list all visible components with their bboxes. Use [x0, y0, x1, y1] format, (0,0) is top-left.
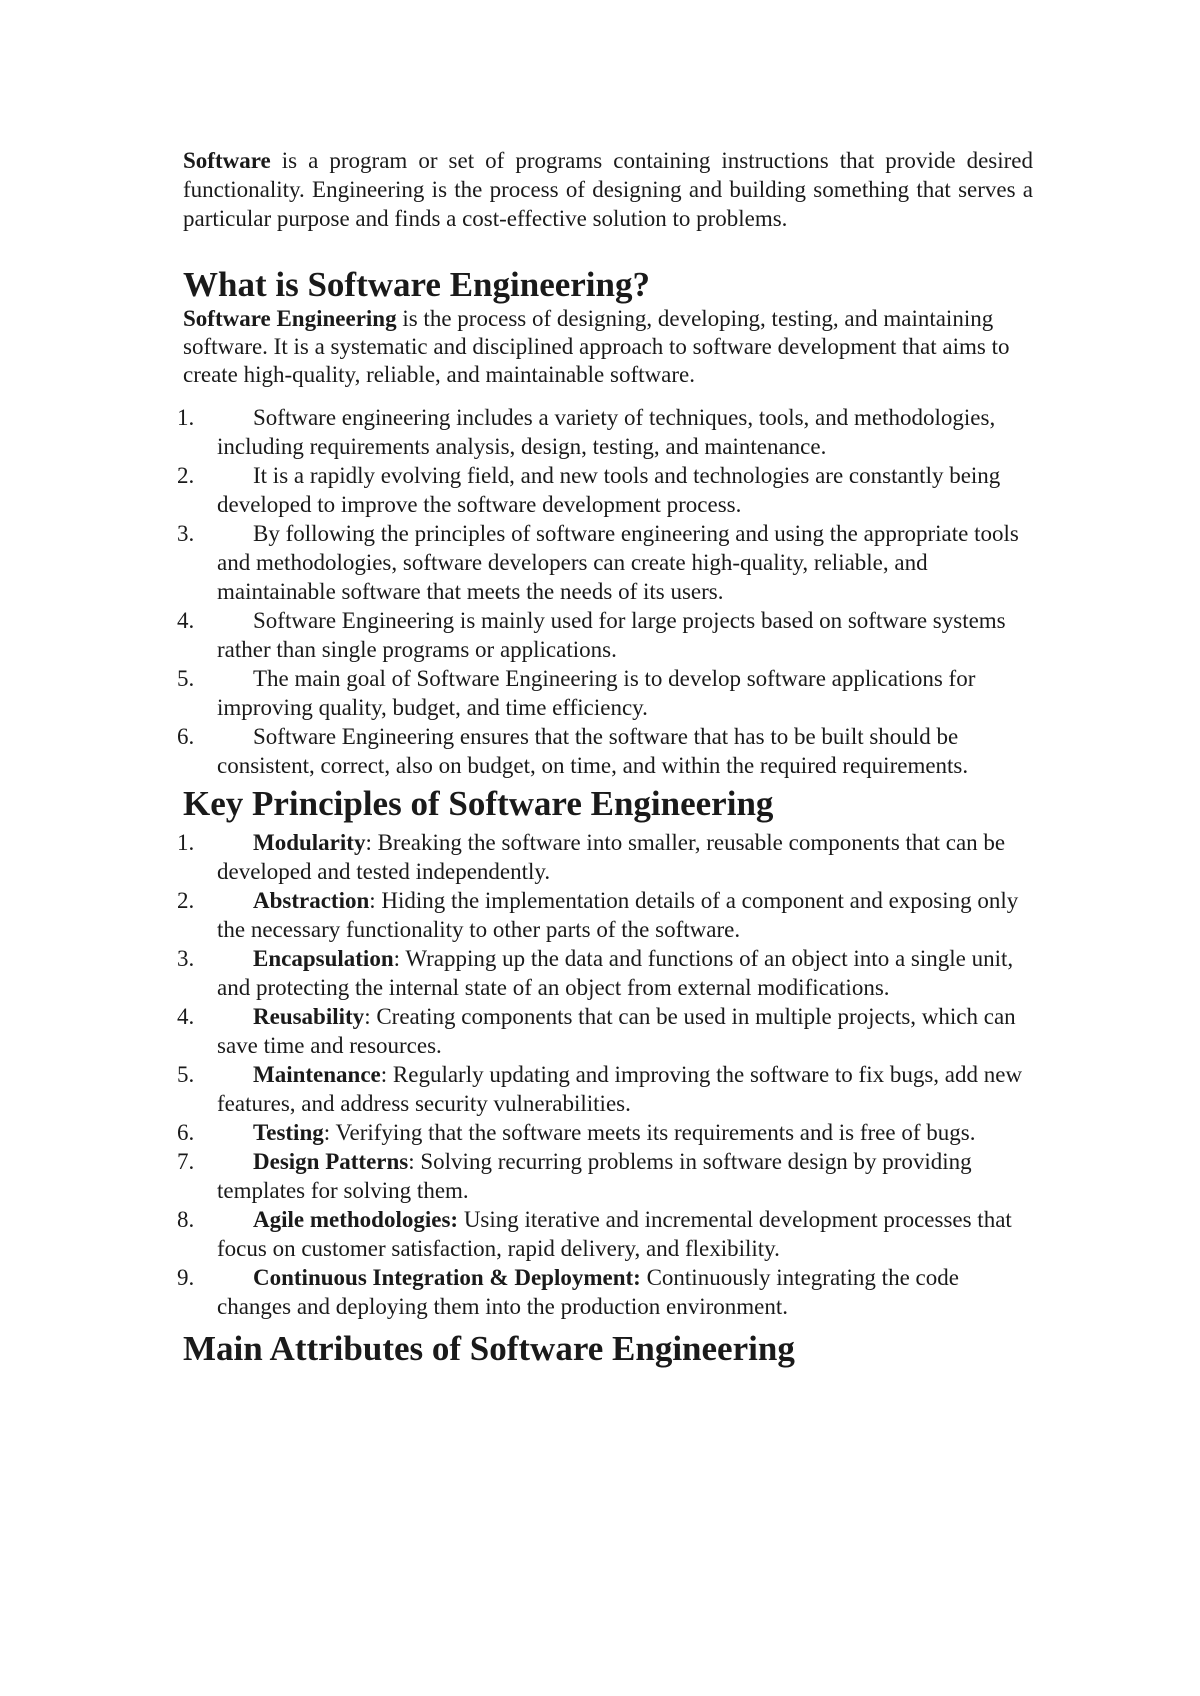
principle-term: Encapsulation	[253, 946, 394, 971]
key-principles-list	[177, 828, 1033, 1321]
list-item-text: The main goal of Software Engineering is to develop software applications for improving quality, budget, and time efficiency.	[217, 666, 976, 720]
principle-text: : Breaking the software into smaller, reusable components that can be developed and tested independently.	[217, 830, 1006, 884]
principle-term: Continuous Integration & Deployment:	[253, 1265, 641, 1290]
list-number: 1.	[177, 405, 195, 430]
list-item	[177, 722, 1033, 780]
intro-paragraph	[183, 146, 1033, 233]
heading-key-principles: Key Principles of Software Engineering	[183, 784, 774, 823]
principle-text: : Regularly updating and improving the software to fix bugs, add new features, and address security vulnerabilities.	[217, 1062, 1023, 1116]
principle-text: : Hiding the implementation details of a component and exposing only the necessary functionality to other parts of the software.	[217, 888, 1019, 942]
heading-main-attributes: Main Attributes of Software Engineering	[183, 1329, 795, 1368]
list-number: 5.	[177, 1062, 195, 1087]
definition-paragraph	[183, 305, 1033, 389]
list-item	[177, 1205, 1033, 1263]
list-number: 4.	[177, 608, 195, 633]
list-item-text: It is a rapidly evolving field, and new tools and technologies are constantly being developed to improve the software development process.	[217, 463, 1001, 517]
principle-term: Abstraction	[253, 888, 370, 913]
principle-text: Using iterative and incremental development processes that focus on customer satisfaction, rapid delivery, and flexibility.	[217, 1207, 1012, 1261]
list-number: 4.	[177, 1004, 195, 1029]
principle-term: Testing	[253, 1120, 324, 1145]
principle-term: Modularity	[253, 830, 366, 855]
list-number: 3.	[177, 946, 195, 971]
list-number: 2.	[177, 888, 195, 913]
software-engineering-facts-list	[177, 403, 1033, 780]
principle-text: : Solving recurring problems in software design by providing templates for solving them.	[217, 1149, 972, 1203]
list-number: 7.	[177, 1149, 195, 1174]
principle-text: Continuously integrating the code changes and deploying them into the production environment.	[217, 1265, 959, 1319]
list-item	[177, 403, 1033, 461]
list-item-text: Software Engineering ensures that the software that has to be built should be consistent, correct, also on budget, on time, and within the required requirements.	[217, 724, 969, 778]
list-number: 9.	[177, 1265, 195, 1290]
heading-what-is-software-engineering: What is Software Engineering?	[183, 265, 650, 304]
list-item	[177, 664, 1033, 722]
definition-text: is the process of designing, developing, testing, and maintaining software. It is a systematic and disciplined approach to software development that aims to create high-quality, reliable, and maintainable software.	[183, 306, 1010, 387]
list-item	[177, 519, 1033, 606]
list-number: 8.	[177, 1207, 195, 1232]
intro-lead-term: Software	[183, 148, 271, 173]
principle-text: : Creating components that can be used in multiple projects, which can save time and resources.	[217, 1004, 1016, 1058]
principle-term: Agile methodologies:	[253, 1207, 459, 1232]
list-number: 5.	[177, 666, 195, 691]
list-item	[177, 606, 1033, 664]
list-item	[177, 461, 1033, 519]
list-number: 3.	[177, 521, 195, 546]
document-page	[177, 146, 1033, 1369]
list-item	[177, 828, 1033, 886]
principle-text: : Verifying that the software meets its requirements and is free of bugs.	[323, 1120, 976, 1145]
intro-text: is a program or set of programs containing instructions that provide desired functionality. Engineering is the process of designing and building something that serves a particular purpose and finds a cost-effective solution to problems.	[183, 148, 1033, 231]
principle-term: Maintenance	[253, 1062, 381, 1087]
list-number: 6.	[177, 724, 195, 749]
list-number: 2.	[177, 463, 195, 488]
principle-text: : Wrapping up the data and functions of an object into a single unit, and protecting the internal state of an object from external modifications.	[217, 946, 1014, 1000]
list-item-text: Software engineering includes a variety of techniques, tools, and methodologies, including requirements analysis, design, testing, and maintenance.	[217, 405, 996, 459]
list-item	[177, 944, 1033, 1002]
list-item	[177, 1118, 1033, 1147]
list-item-text: Software Engineering is mainly used for large projects based on software systems rather than single programs or applications.	[217, 608, 1006, 662]
list-item	[177, 1263, 1033, 1321]
list-item	[177, 1147, 1033, 1205]
list-item	[177, 886, 1033, 944]
definition-lead-term: Software Engineering	[183, 306, 397, 331]
principle-term: Reusability	[253, 1004, 365, 1029]
list-number: 1.	[177, 830, 195, 855]
list-number: 6.	[177, 1120, 195, 1145]
list-item	[177, 1002, 1033, 1060]
list-item-text: By following the principles of software engineering and using the appropriate tools and methodologies, software developers can create high-quality, reliable, and maintainable software that meets the needs of its users.	[217, 521, 1019, 604]
list-item	[177, 1060, 1033, 1118]
principle-term: Design Patterns	[253, 1149, 409, 1174]
